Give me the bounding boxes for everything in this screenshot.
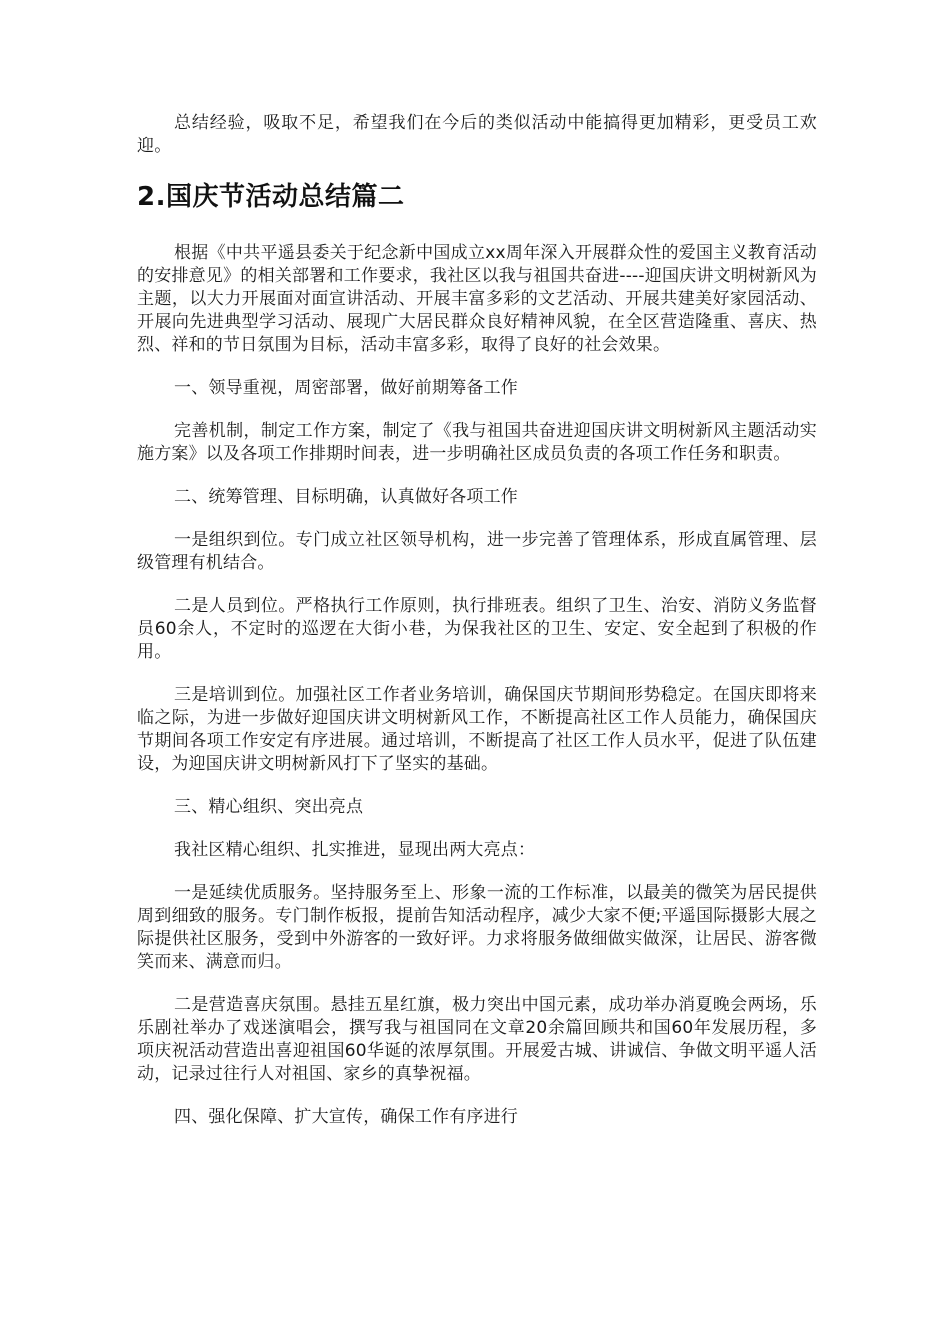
paragraph: 完善机制，制定工作方案，制定了《我与祖国共奋进迎国庆讲文明树新风主题活动实施方案》以及各项工作排期时间表，进一步明确社区成员负责的各项工作任务和职责。 [137,421,817,464]
paragraph: 二是营造喜庆氛围。悬挂五星红旗，极力突出中国元素，成功举办消夏晚会两场，乐乐剧社举办了戏迷演唱会，撰写我与祖国同在文章20余篇回顾共和国60年发展历程，多项庆祝活动营造出喜迎祖国60华诞的浓厚氛围。开展爱古城、讲诚信、争做文明平遥人活动，记录过往行人对祖国、家乡的真挚祝福。 [137,995,817,1084]
paragraph: 三是培训到位。加强社区工作者业务培训，确保国庆节期间形势稳定。在国庆即将来临之际，为进一步做好迎国庆讲文明树新风工作，不断提高社区工作人员能力，确保国庆节期间各项工作安定有序进展。通过培训，不断提高了社区工作人员水平，促进了队伍建设，为迎国庆讲文明树新风打下了坚实的基础。 [137,685,817,774]
intro-paragraph: 总结经验，吸取不足，希望我们在今后的类似活动中能搞得更加精彩，更受员工欢迎。 [137,113,817,156]
section-title: 2.国庆节活动总结篇二 [137,182,405,212]
subheading-one: 一、领导重视，周密部署，做好前期筹备工作 [174,378,518,398]
document-page [137,112,817,1149]
paragraph-intro: 根据《中共平遥县委关于纪念新中国成立xx周年深入开展群众性的爱国主义教育活动的安排意见》的相关部署和工作要求，我社区以我与祖国共奋进----迎国庆讲文明树新风为主题，以大力开展面对面宣讲活动、开展丰富多彩的文艺活动、开展共建美好家园活动、开展向先进典型学习活动、展现广大居民群众良好精神风貌，在全区营造隆重、喜庆、热烈、祥和的节日氛围为目标，活动丰富多彩，取得了良好的社会效果。 [137,243,817,355]
subheading-two: 二、统筹管理、目标明确，认真做好各项工作 [174,487,518,507]
paragraph: 一是延续优质服务。坚持服务至上、形象一流的工作标准，以最美的微笑为居民提供周到细致的服务。专门制作板报，提前告知活动程序，减少大家不便;平遥国际摄影大展之际提供社区服务，受到中外游客的一致好评。力求将服务做细做实做深，让居民、游客微笑而来、满意而归。 [137,883,817,972]
subheading-three: 三、精心组织、突出亮点 [174,797,364,817]
paragraph: 一是组织到位。专门成立社区领导机构，进一步完善了管理体系，形成直属管理、层级管理有机结合。 [137,530,817,573]
paragraph: 二是人员到位。严格执行工作原则，执行排班表。组织了卫生、治安、消防义务监督员60余人，不定时的巡逻在大街小巷，为保我社区的卫生、安定、安全起到了积极的作用。 [137,596,817,662]
subheading-four: 四、强化保障、扩大宣传，确保工作有序进行 [174,1107,518,1127]
paragraph: 我社区精心组织、扎实推进，显现出两大亮点： [174,840,536,860]
